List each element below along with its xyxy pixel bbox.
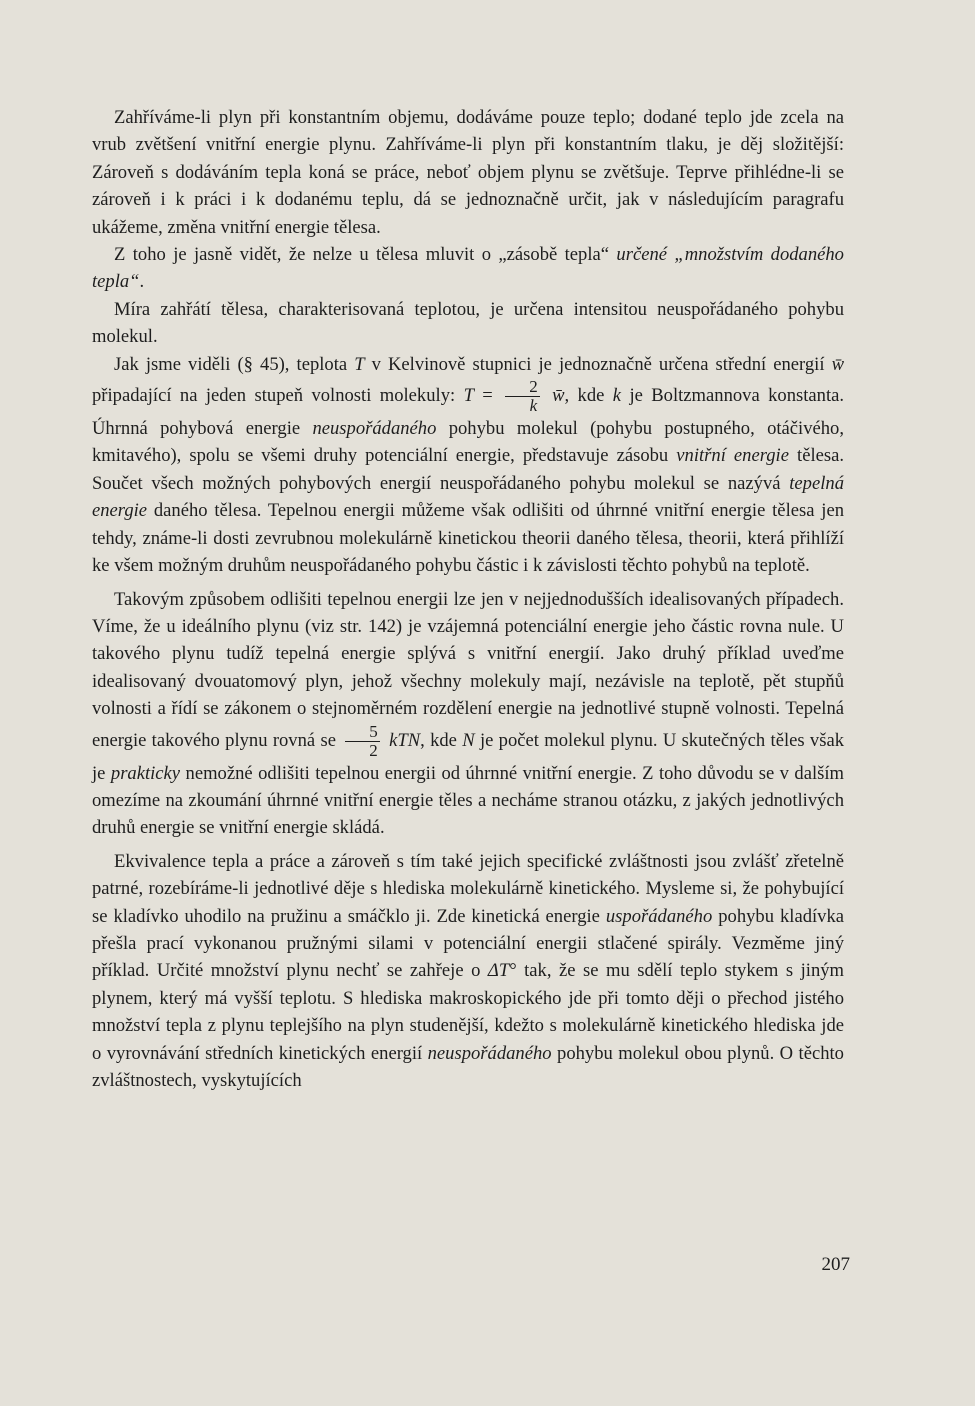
text-run: pohybu molekul (pohybu postupného, otáčivého, kmitavého), spolu se všemi druhy potenciální energie, představuje zásobu [92,418,844,467]
text-run: pohybu kladívka přešla prací vykonanou pružnými silami v potenciální energii stlačené spirály. Vezměme jiný příklad. Určité množství plynu nechť se zahřeje o [92,905,844,982]
paragraph-p6 [92,848,844,1095]
text-run: pohybu molekul obou plynů. O těchto zvláštnostech, vyskytujících [92,1042,844,1091]
text-run: ° tak, že se mu sdělí teplo stykem s jiným plynem, který má vyšší teplotu. S hlediska makroskopického jde při tomto ději o přechod jistého množství tepla z plynu teplejšího na plyn studenější, kdežto s molekulárně kinetického hlediska jde o vyrovnávání středních kinetických energií [92,960,845,1064]
text-run: . [139,271,145,293]
text-run: Jak jsme viděli (§ 45), teplota [114,353,355,375]
fraction-numerator: 5 [345,723,380,742]
text-run: připadající na jeden stupeň volnosti molekuly: [92,384,464,406]
text-run: Z toho je jasně vidět, že nelze u tělesa mluvit o „zásobě tepla“ [114,244,617,266]
fraction-numerator: 2 [505,378,540,397]
page-number: 207 [821,1254,850,1275]
text-run: tělesa. Součet všech možných pohybových energií neuspořádaného pohybu molekul se nazývá [92,445,845,494]
text-run: Zahříváme-li plyn při konstantním objemu, dodáváme pouze teplo; dodané teplo jde zcela na vrub zvětšení vnitřní energie plynu. Zahříváme-li plyn při konstantním tlaku, je děj složitější: Zároveň s dodáváním tepla koná se práce, neboť objem plynu se zvětšuje. Teprve přihlédne-li se zároveň i k práci i k dodanému teplu, dá se jednoznačně určit, jak v následujícím paragrafu ukážeme, změna vnitřní energie tělesa. [92,107,844,238]
paragraph-p1 [92,104,844,241]
emphasis-text: N [462,729,475,751]
text-run: je počet molekul plynu. U skutečných těles však je [92,729,845,784]
emphasis-text: neuspořádaného [427,1042,552,1064]
text-run: daného tělesa. Tepelnou energii můžeme však odlišiti od úhrnné vnitřní energie tělesa jen tehdy, známe-li dosti zevrubnou molekulárně kinetickou theorii daného tělesa, theorii, která přihlíží ke všem možným druhům neuspořádaného pohybu částic i k závislosti těchto pohybů na teplotě. [92,500,844,577]
fraction-denominator: 2 [369,740,378,760]
text-run: Míra zahřátí tělesa, charakterisovaná teplotou, je určena intensitou neuspořádaného pohybu molekul. [92,298,844,348]
paragraph-p5 [92,586,844,842]
text-run: v Kelvinově stupnici je jednoznačně určena střední energií [364,353,832,375]
emphasis-text: T [463,384,474,406]
text-run: Takovým způsobem odlišiti tepelnou energii lze jen v nejjednodušších idealisovaných případech. Víme, že u ideálního plynu (viz str. 142) je vzájemná potenciální energie jeho částic rovna nule. U takového plynu tudíž tepelná energie splývá s vnitřní energií. Jako druhý příklad uveďme idealisovaný dvouatomový plyn, jehož všechny molekuly mají, nezávisle na teplotě, pět stupňů volnosti a řídí se zákonem o stejnoměrném rozdělení energie na jednotlivé stupně volnosti. Tepelná energie takového plynu rovná se [92,588,844,751]
paragraph-p2 [92,241,844,296]
emphasis-text: T [354,353,365,375]
text-run: je Boltzmannova konstanta. Úhrnná pohybová energie [92,384,845,440]
emphasis-text: ΔT [487,960,510,982]
emphasis-text: tepelná energie [92,472,844,522]
text-run: , kde [564,384,613,406]
paragraph-p3 [92,296,844,351]
emphasis-text: určené „množstvím dodaného tepla“ [92,244,844,293]
emphasis-text: w̄ [831,353,844,375]
text-run: , kde [420,729,463,751]
emphasis-text: uspořádaného [605,905,713,927]
fraction-denominator: k [529,396,538,416]
emphasis-text: vnitřní energie [676,445,789,467]
body-text [92,104,844,1094]
text-run: Ekvivalence tepla a práce a zároveň s tím také jejich specifické zvláštnosti jsou zvlášť zřetelně patrné, rozebíráme-li jednotlivé děje s hlediska molekulárně kinetického. Mysleme si, že pohybující se kladívko uhodilo na pružinu a smáčklo ji. Zde kinetická energie [92,850,844,927]
emphasis-text: kTN [389,729,421,751]
text-run [544,385,552,406]
fraction [345,723,380,760]
fraction [505,378,540,415]
emphasis-text: neuspořádaného [312,418,437,440]
emphasis-text: k [612,384,622,406]
emphasis-text: prakticky [110,762,181,784]
text-run: = [473,384,502,406]
text-run: nemožné odlišiti tepelnou energii od úhrnné vnitřní energie. Z toho důvodu se v dalším omezíme na zkoumání úhrnné vnitřní energie těles a necháme stranou otázku, z jakých jednotlivých druhů energie se vnitřní energie skládá. [92,762,844,839]
paragraph-p4 [92,351,844,580]
emphasis-text: w̄ [552,384,565,406]
